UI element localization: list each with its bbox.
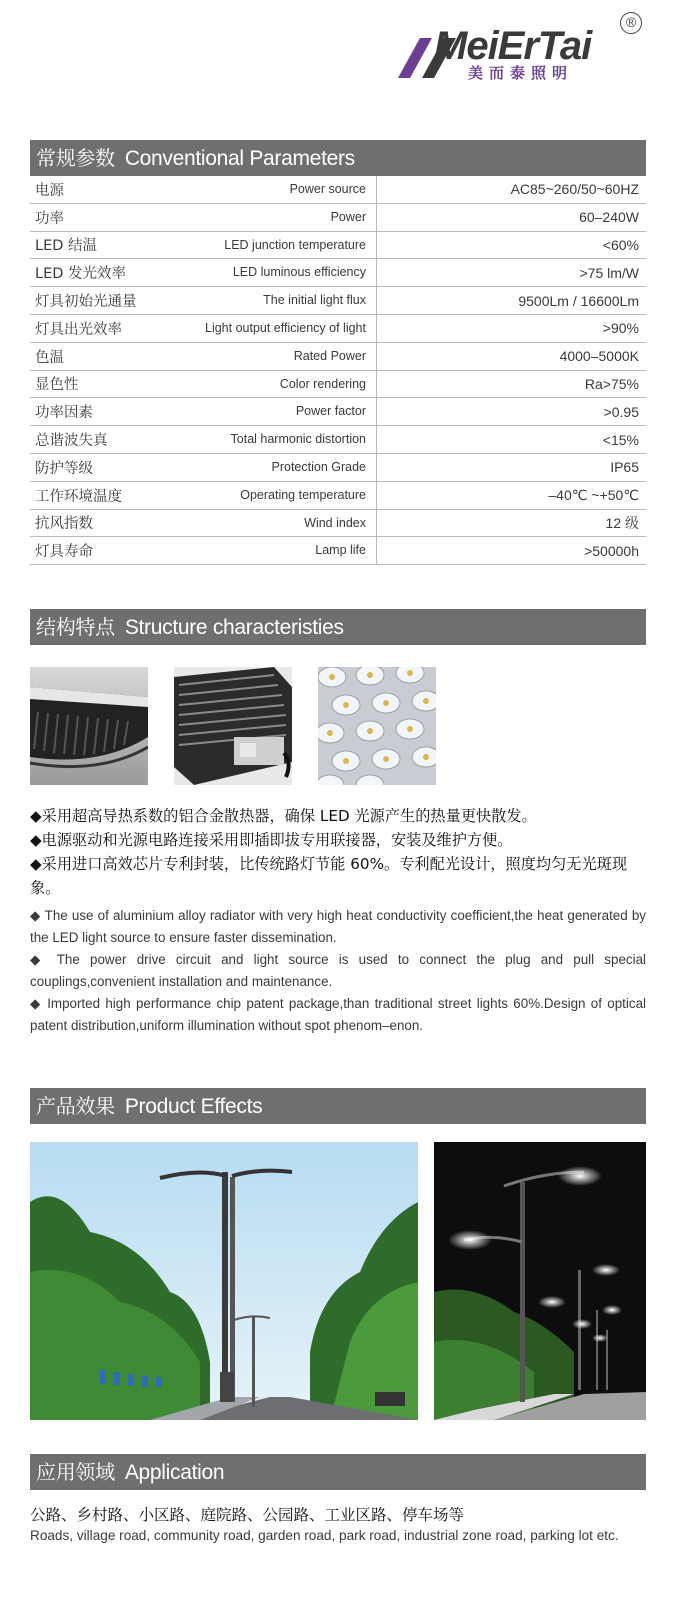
param-name-en: The initial light flux — [180, 287, 377, 314]
param-name-cn: 防护等级 — [35, 460, 93, 477]
table-row — [30, 426, 646, 454]
param-name-en: LED luminous efficiency — [180, 259, 377, 286]
structure-header-cn: 结构特点 — [36, 615, 115, 639]
param-name-cn: 总谐波失真 — [35, 433, 108, 450]
table-row — [30, 398, 646, 426]
params-table — [30, 176, 646, 565]
param-name-en: Light output efficiency of light — [180, 315, 377, 342]
param-value: AC85~260/50~60HZ — [510, 181, 639, 198]
param-name-cn: 灯具寿命 — [35, 544, 93, 561]
table-row — [30, 537, 646, 565]
feature-cn-item: ◆采用进口高效芯片专利封装，比传统路灯节能 60%。专利配光设计，照度均匀无光斑现象。 — [30, 855, 628, 897]
param-name-en: LED junction temperature — [180, 232, 377, 259]
param-name-cn: 显色性 — [35, 377, 79, 394]
table-row — [30, 232, 646, 260]
application-text-cn: 公路、乡村路、小区路、庭院路、公园路、工业区路、停车场等 — [30, 1506, 465, 1524]
params-section-header — [30, 140, 646, 176]
param-name-cn: 功率因素 — [35, 405, 93, 422]
param-name-en: Color rendering — [180, 371, 377, 398]
table-row — [30, 371, 646, 399]
param-name-cn: 灯具出光效率 — [35, 321, 122, 338]
param-name-en: Total harmonic distortion — [180, 426, 377, 453]
heat-sink-photo — [174, 667, 292, 785]
effects-header-cn: 产品效果 — [36, 1094, 115, 1118]
param-value: IP65 — [610, 459, 639, 476]
application-header-en: Application — [124, 1461, 225, 1484]
param-name-cn: 工作环境温度 — [35, 488, 122, 505]
table-row — [30, 343, 646, 371]
params-header-cn: 常规参数 — [36, 146, 115, 170]
param-value: >0.95 — [603, 403, 639, 420]
param-name-cn: LED 结温 — [35, 238, 98, 255]
param-name-en: Power source — [180, 176, 377, 203]
feature-en-item: ◆ The power drive circuit and light source is used to connect the plug and pull special couplings,convenient installation and maintenance. — [30, 952, 646, 989]
params-header-en: Conventional Parameters — [124, 147, 355, 170]
param-name-en: Protection Grade — [180, 454, 377, 481]
effects-header-en: Product Effects — [124, 1095, 263, 1118]
table-row — [30, 287, 646, 315]
param-value: 9500Lm / 16600Lm — [518, 292, 639, 309]
feature-en-item: ◆ Imported high performance chip patent package,than traditional street lights 60%.Design of optical patent distribution,uniform illumination without spot phenom–enon. — [30, 996, 646, 1033]
param-name-cn: LED 发光效率 — [35, 266, 127, 283]
night-street-photo — [434, 1142, 646, 1420]
param-name-en: Lamp life — [180, 537, 377, 564]
param-value: 60–240W — [579, 209, 639, 226]
registered-mark-icon: ® — [620, 12, 642, 34]
application-header-cn: 应用领域 — [36, 1460, 115, 1484]
features-english — [30, 905, 646, 1037]
param-name-cn: 色温 — [35, 349, 64, 366]
param-name-en: Operating temperature — [180, 482, 377, 509]
param-value: >50000h — [584, 542, 639, 559]
param-name-cn: 抗风指数 — [35, 516, 93, 533]
structure-section-header — [30, 609, 646, 645]
table-row — [30, 315, 646, 343]
table-row — [30, 204, 646, 232]
feature-cn-item: ◆电源驱动和光源电路连接采用即插即拔专用联接器，安装及维护方便。 — [30, 831, 513, 849]
table-row — [30, 176, 646, 204]
param-name-en: Power — [180, 204, 377, 231]
param-name-cn: 电源 — [35, 182, 64, 199]
logo-text: MeiErTai — [434, 24, 592, 68]
param-name-en: Power factor — [180, 398, 377, 425]
lamp-housing-photo — [30, 667, 148, 785]
feature-cn-item: ◆采用超高导热系数的铝合金散热器，确保 LED 光源产生的热量更快散发。 — [30, 807, 537, 825]
table-row — [30, 454, 646, 482]
param-name-cn: 功率 — [35, 210, 64, 227]
feature-en-item: ◆ The use of aluminium alloy radiator with very high heat conductivity coefficient,the heat generated by the LED light source to ensure faster dissemination. — [30, 908, 646, 945]
features-chinese — [30, 804, 650, 900]
table-row — [30, 259, 646, 287]
application-section-header — [30, 1454, 646, 1490]
param-value: >90% — [602, 320, 639, 337]
param-value: <60% — [602, 236, 639, 253]
table-row — [30, 510, 646, 538]
logo-chinese-text: 美而泰照明 — [468, 64, 574, 82]
param-value: 4000–5000K — [559, 348, 639, 365]
param-value: <15% — [602, 431, 639, 448]
param-value: Ra>75% — [584, 375, 639, 392]
table-row — [30, 482, 646, 510]
brand-logo — [398, 14, 658, 82]
daytime-street-photo — [30, 1142, 418, 1420]
param-name-en: Rated Power — [180, 343, 377, 370]
effects-section-header — [30, 1088, 646, 1124]
application-text-en: Roads, village road, community road, garden road, park road, industrial zone road, parking lot etc. — [30, 1528, 619, 1543]
param-value: >75 lm/W — [579, 264, 639, 281]
param-name-cn: 灯具初始光通量 — [35, 294, 137, 311]
param-name-en: Wind index — [180, 510, 377, 537]
param-value: 12 级 — [605, 514, 639, 531]
param-value: –40℃ ~+50℃ — [548, 486, 639, 503]
led-lens-module-photo — [318, 667, 436, 785]
structure-header-en: Structure characteristies — [124, 616, 344, 639]
